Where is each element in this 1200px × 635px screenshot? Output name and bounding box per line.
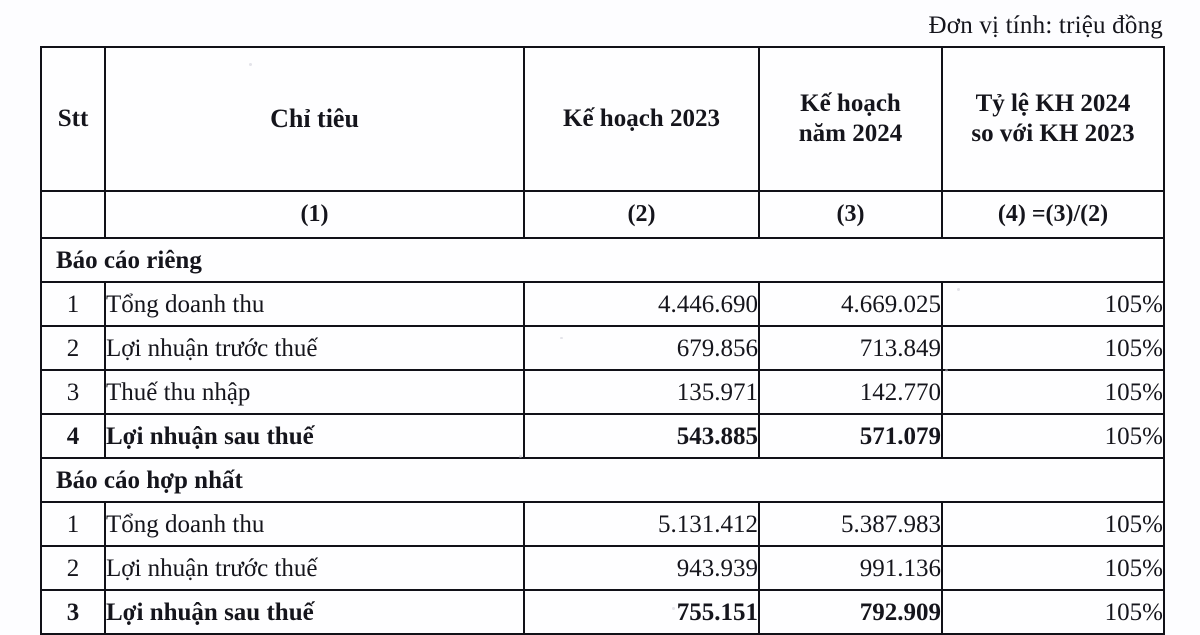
table-header-row: [41, 47, 1164, 191]
row-stt: 1: [41, 502, 105, 546]
row-plan-2023: 543.885: [524, 414, 759, 458]
table-row: [41, 326, 1164, 370]
table-row: [41, 590, 1164, 634]
column-number-row: [41, 191, 1164, 238]
business-plan-table: [40, 46, 1165, 635]
row-ratio: 105%: [942, 546, 1164, 590]
header-ratio-line1: Tỷ lệ KH 2024: [975, 90, 1131, 117]
row-stt: 1: [41, 282, 105, 326]
scan-speck: [560, 337, 563, 339]
plan-table-container: [40, 46, 1163, 635]
row-ratio: 105%: [942, 590, 1164, 634]
row-indicator: Lợi nhuận sau thuế: [105, 414, 524, 458]
row-plan-2024: 571.079: [759, 414, 942, 458]
section-title: Báo cáo hợp nhất: [41, 458, 1164, 502]
row-indicator: Thuế thu nhập: [105, 370, 524, 414]
row-indicator: Lợi nhuận sau thuế: [105, 590, 524, 634]
table-row: [41, 546, 1164, 590]
colnum-indicator: (1): [105, 191, 524, 238]
header-plan-2024: [759, 47, 942, 191]
header-plan-2024-line1: Kế hoạch: [800, 90, 901, 117]
row-stt: 3: [41, 590, 105, 634]
table-row: [41, 502, 1164, 546]
row-plan-2023: 755.151: [524, 590, 759, 634]
row-plan-2024: 142.770: [759, 370, 942, 414]
row-plan-2023: 4.446.690: [524, 282, 759, 326]
unit-note: Đơn vị tính: triệu đồng: [928, 12, 1163, 39]
row-ratio: 105%: [942, 502, 1164, 546]
colnum-plan-2024: (3): [759, 191, 942, 238]
row-ratio: 105%: [942, 414, 1164, 458]
section-header-row: [41, 238, 1164, 282]
row-ratio: 105%: [942, 282, 1164, 326]
row-plan-2024: 792.909: [759, 590, 942, 634]
row-stt: 4: [41, 414, 105, 458]
row-plan-2023: 135.971: [524, 370, 759, 414]
header-ratio-line2: so với KH 2023: [971, 120, 1135, 147]
row-stt: 3: [41, 370, 105, 414]
row-stt: 2: [41, 546, 105, 590]
row-plan-2024: 5.387.983: [759, 502, 942, 546]
header-indicator: Chỉ tiêu: [105, 47, 524, 191]
header-plan-2024-line2: năm 2024: [798, 120, 903, 147]
section-header-row: [41, 458, 1164, 502]
row-plan-2024: 4.669.025: [759, 282, 942, 326]
row-ratio: 105%: [942, 370, 1164, 414]
header-plan-2023: Kế hoạch 2023: [524, 47, 759, 191]
scan-speck: [945, 369, 948, 372]
section-title: Báo cáo riêng: [41, 238, 1164, 282]
header-ratio: [942, 47, 1164, 191]
scan-speck: [672, 607, 675, 610]
colnum-stt: [41, 191, 105, 238]
row-indicator: Lợi nhuận trước thuế: [105, 326, 524, 370]
colnum-ratio: (4) =(3)/(2): [942, 191, 1164, 238]
colnum-plan-2023: (2): [524, 191, 759, 238]
scan-speck: [249, 63, 252, 66]
row-stt: 2: [41, 326, 105, 370]
table-row: [41, 414, 1164, 458]
scan-speck: [519, 455, 522, 458]
row-plan-2023: 5.131.412: [524, 502, 759, 546]
row-indicator: Tổng doanh thu: [105, 502, 524, 546]
table-row: [41, 282, 1164, 326]
row-plan-2023: 679.856: [524, 326, 759, 370]
row-plan-2024: 991.136: [759, 546, 942, 590]
row-plan-2024: 713.849: [759, 326, 942, 370]
scan-speck: [957, 288, 960, 291]
row-indicator: Tổng doanh thu: [105, 282, 524, 326]
table-row: [41, 370, 1164, 414]
header-stt: Stt: [41, 47, 105, 191]
row-indicator: Lợi nhuận trước thuế: [105, 546, 524, 590]
row-plan-2023: 943.939: [524, 546, 759, 590]
row-ratio: 105%: [942, 326, 1164, 370]
table-body: [41, 47, 1164, 634]
